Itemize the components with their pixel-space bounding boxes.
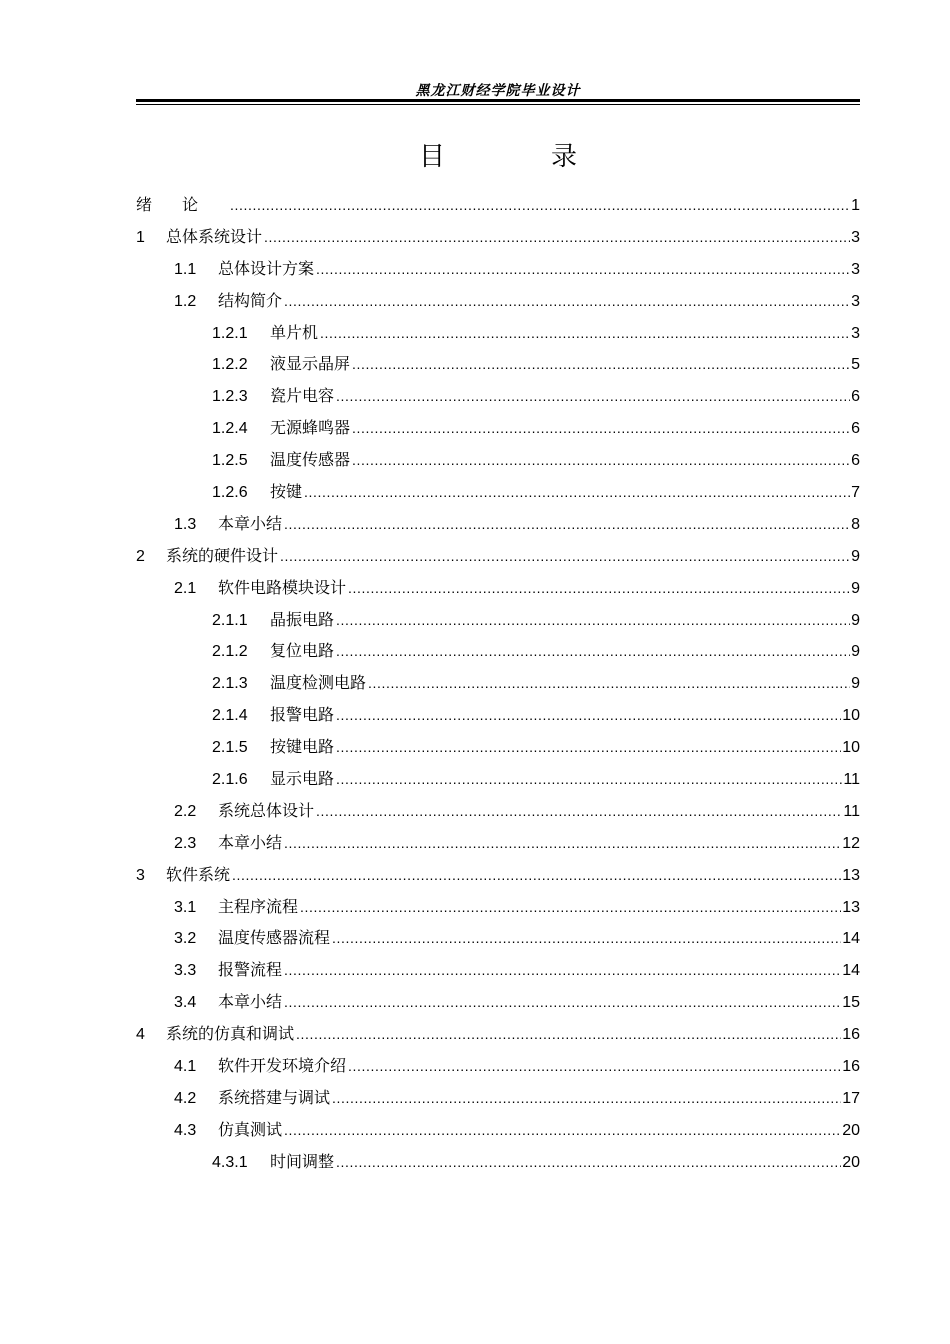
toc-entry-number: 3.4 <box>174 994 197 1012</box>
toc-entry-page: 6 <box>851 420 860 438</box>
toc-leader-dots <box>284 835 841 851</box>
toc-entry-page: 14 <box>842 930 860 948</box>
toc-entry[interactable] <box>136 957 860 989</box>
toc-entry-page: 1 <box>851 197 860 214</box>
toc-entry-label: 温度传感器 <box>270 450 351 470</box>
toc-leader-dots <box>316 261 850 277</box>
toc-entry-number: 1 <box>136 228 145 246</box>
toc-entry-number: 4.2 <box>174 1089 197 1107</box>
toc-entry-number: 3.1 <box>174 898 197 916</box>
toc-entry-label: 液显示晶屏 <box>270 354 351 374</box>
toc-leader-dots <box>300 899 841 915</box>
toc-leader-dots <box>284 1122 841 1138</box>
toc-entry-number: 1.2.1 <box>212 324 248 342</box>
toc-entry[interactable] <box>136 224 860 256</box>
toc-entry-number: 3 <box>136 866 145 884</box>
toc-leader-dots <box>230 197 850 213</box>
toc-leader-dots <box>336 739 841 755</box>
toc-entry-label: 总体系统设计 <box>166 226 263 246</box>
toc-title: 目 录 <box>418 142 617 172</box>
toc-entry[interactable] <box>136 894 860 926</box>
toc-entry-label: 显示电路 <box>270 769 335 789</box>
toc-entry-label: 总体设计方案 <box>218 258 315 278</box>
toc-entry-page: 9 <box>851 675 860 693</box>
toc-entry[interactable] <box>136 989 860 1021</box>
toc-entry-label: 结构简介 <box>218 290 283 310</box>
toc-entry[interactable] <box>136 798 860 830</box>
toc-entry[interactable] <box>136 320 860 352</box>
toc-entry-label: 无源蜂鸣器 <box>270 418 351 438</box>
toc-leader-dots <box>336 612 850 628</box>
toc-entry[interactable] <box>136 543 860 575</box>
toc-entry-number: 3.3 <box>174 962 197 980</box>
toc-entry[interactable] <box>136 670 860 702</box>
toc-entry-label: 软件系统 <box>166 864 231 884</box>
toc-leader-dots <box>352 420 850 436</box>
toc-entry-page: 16 <box>842 1026 860 1044</box>
toc-entry[interactable] <box>136 511 860 543</box>
toc-entry-label: 系统搭建与调试 <box>218 1087 331 1107</box>
toc-entry-label: 瓷片电容 <box>270 386 335 406</box>
toc-entry[interactable] <box>136 288 860 320</box>
toc-entry-page: 8 <box>851 515 860 533</box>
toc-leader-dots <box>232 867 841 883</box>
toc-entry[interactable] <box>136 607 860 639</box>
toc-entry-number: 3.2 <box>174 930 197 948</box>
toc-entry-number: 2.2 <box>174 802 197 820</box>
toc-entry-label: 主程序流程 <box>218 896 299 916</box>
toc-leader-dots <box>284 516 850 532</box>
toc-entry-page: 3 <box>851 292 860 310</box>
toc-leader-dots <box>316 803 842 819</box>
toc-entry[interactable] <box>136 415 860 447</box>
toc-entry[interactable] <box>136 479 860 511</box>
toc-entry-number: 4.3 <box>174 1121 197 1139</box>
toc-entry-page: 15 <box>842 994 860 1012</box>
toc-entry[interactable] <box>136 192 860 224</box>
toc-entry[interactable] <box>136 925 860 957</box>
toc-entry-label: 系统的硬件设计 <box>166 545 279 565</box>
header-rule-thin <box>136 104 860 105</box>
toc-entry[interactable] <box>136 734 860 766</box>
toc-entry-number: 2.1.4 <box>212 707 248 725</box>
toc-entry[interactable] <box>136 830 860 862</box>
toc-entry-number: 2.1.1 <box>212 611 248 629</box>
toc-entry-label: 仿真测试 <box>218 1119 283 1139</box>
toc-entry-page: 20 <box>842 1121 860 1139</box>
toc-leader-dots <box>336 643 850 659</box>
toc-leader-dots <box>336 1154 841 1170</box>
toc-entry[interactable] <box>136 575 860 607</box>
toc-entry-page: 3 <box>851 260 860 278</box>
toc-leader-dots <box>348 1058 841 1074</box>
toc-entry-number: 2.1.6 <box>212 771 248 789</box>
toc-entry-page: 13 <box>842 866 860 884</box>
toc-entry[interactable] <box>136 256 860 288</box>
toc-entry-number: 1.3 <box>174 515 197 533</box>
toc-entry-label: 按键电路 <box>270 737 335 757</box>
toc-entry-page: 14 <box>842 962 860 980</box>
toc-entry[interactable] <box>136 1149 860 1181</box>
toc-entry-page: 11 <box>843 771 860 789</box>
toc-entry-page: 20 <box>842 1153 860 1171</box>
toc-entry[interactable] <box>136 862 860 894</box>
toc-leader-dots <box>284 293 850 309</box>
toc-entry-number: 1.2.6 <box>212 484 248 502</box>
toc-entry-page: 7 <box>851 484 860 502</box>
toc-entry-page: 11 <box>843 802 860 820</box>
toc-entry-page: 3 <box>851 228 860 246</box>
toc-leader-dots <box>320 325 850 341</box>
toc-entry-number: 2.1.3 <box>212 675 248 693</box>
toc-entry-page: 6 <box>851 452 860 470</box>
page-header: 黑龙江财经学院毕业设计 <box>415 83 581 99</box>
toc-entry[interactable] <box>136 1117 860 1149</box>
toc-leader-dots <box>336 707 841 723</box>
toc-leader-dots <box>296 1026 841 1042</box>
toc-entry-number: 4.1 <box>174 1058 197 1076</box>
toc-leader-dots <box>284 962 841 978</box>
toc-entry[interactable] <box>136 702 860 734</box>
toc-entry-label: 绪论 <box>136 195 229 214</box>
toc-leader-dots <box>284 994 841 1010</box>
toc-entry-page: 10 <box>842 707 860 725</box>
toc-entry-number: 1.1 <box>174 260 197 278</box>
toc-entry[interactable] <box>136 638 860 670</box>
toc-entry[interactable] <box>136 447 860 479</box>
toc-entry-label: 温度传感器流程 <box>218 928 331 948</box>
toc-leader-dots <box>352 452 850 468</box>
toc-entry-number: 2.1.5 <box>212 739 248 757</box>
toc-leader-dots <box>332 1090 841 1106</box>
toc-entry-page: 6 <box>851 388 860 406</box>
toc-entry-page: 12 <box>842 834 860 852</box>
toc-leader-dots <box>368 675 850 691</box>
toc-leader-dots <box>336 388 850 404</box>
toc-entry-label: 报警电路 <box>270 705 335 725</box>
toc-leader-dots <box>352 356 850 372</box>
toc-entry[interactable] <box>136 766 860 798</box>
toc-entry-number: 2 <box>136 547 145 565</box>
toc-leader-dots <box>332 930 841 946</box>
toc-leader-dots <box>264 229 850 245</box>
toc-entry[interactable] <box>136 1085 860 1117</box>
toc-entry-label: 报警流程 <box>218 960 283 980</box>
toc-entry-page: 9 <box>851 579 860 597</box>
toc-entry-number: 2.3 <box>174 834 197 852</box>
toc-entry-number: 4.3.1 <box>212 1153 248 1171</box>
toc-leader-dots <box>336 771 842 787</box>
toc-entry-label: 复位电路 <box>270 641 335 661</box>
toc-entry-label: 系统的仿真和调试 <box>166 1024 295 1044</box>
toc-leader-dots <box>280 548 850 564</box>
toc-entry-number: 1.2 <box>174 292 197 310</box>
toc-entry[interactable] <box>136 383 860 415</box>
toc-entry-label: 本章小结 <box>218 832 283 852</box>
toc-entry-label: 温度检测电路 <box>270 673 367 693</box>
toc-leader-dots <box>304 484 850 500</box>
toc-entry-label: 软件电路模块设计 <box>218 577 347 597</box>
toc-entry-label: 晶振电路 <box>270 609 335 629</box>
toc-entry-number: 2.1 <box>174 579 197 597</box>
toc-entry-label: 本章小结 <box>218 513 283 533</box>
toc-entry-number: 1.2.5 <box>212 452 248 470</box>
toc-entry-number: 1.2.3 <box>212 388 248 406</box>
toc-entry-page: 16 <box>842 1058 860 1076</box>
header-rule-thick <box>136 99 860 102</box>
toc-entry-page: 13 <box>842 898 860 916</box>
toc-entry-page: 17 <box>842 1089 860 1107</box>
toc-entry[interactable] <box>136 351 860 383</box>
toc-entry-page: 9 <box>851 611 860 629</box>
toc-leader-dots <box>348 580 850 596</box>
toc-entry-label: 本章小结 <box>218 992 283 1012</box>
toc-entry-page: 10 <box>842 739 860 757</box>
toc-entry-label: 时间调整 <box>270 1151 335 1171</box>
table-of-contents <box>136 192 860 1181</box>
toc-entry-page: 9 <box>851 643 860 661</box>
toc-entry-label: 软件开发环境介绍 <box>218 1056 347 1076</box>
toc-entry-label: 系统总体设计 <box>218 800 315 820</box>
toc-entry-number: 2.1.2 <box>212 643 248 661</box>
toc-entry-label: 按键 <box>270 482 303 502</box>
toc-entry-page: 3 <box>851 324 860 342</box>
toc-entry-page: 5 <box>851 356 860 374</box>
toc-entry[interactable] <box>136 1021 860 1053</box>
toc-entry-page: 9 <box>851 547 860 565</box>
toc-entry-number: 1.2.2 <box>212 356 248 374</box>
toc-entry-number: 1.2.4 <box>212 420 248 438</box>
toc-entry[interactable] <box>136 1053 860 1085</box>
toc-entry-number: 4 <box>136 1026 145 1044</box>
toc-entry-label: 单片机 <box>270 322 319 342</box>
